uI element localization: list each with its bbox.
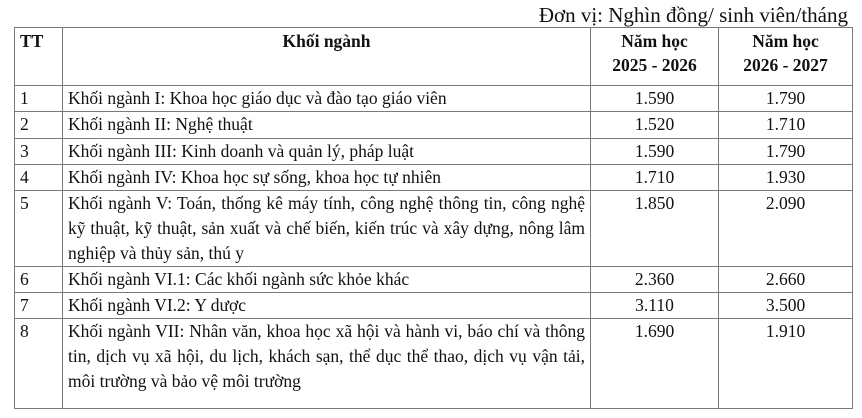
cell-fee-2025-2026: 1.590 xyxy=(591,139,719,165)
header-year2-line2: 2026 - 2027 xyxy=(743,55,828,75)
header-year-2026-2027 xyxy=(719,28,853,86)
cell-fee-2025-2026: 1.520 xyxy=(591,112,719,139)
header-year1-line2: 2025 - 2026 xyxy=(612,55,697,75)
cell-name: Khối ngành I: Khoa học giáo dục và đào tạo giáo viên xyxy=(63,86,591,112)
table-row xyxy=(15,293,853,319)
header-year-2025-2026 xyxy=(591,28,719,86)
table-row xyxy=(15,165,853,191)
cell-fee-2025-2026: 3.110 xyxy=(591,293,719,319)
cell-name: Khối ngành VI.2: Y dược xyxy=(63,293,591,319)
cell-fee-2026-2027: 1.910 xyxy=(719,319,853,409)
cell-fee-2025-2026: 1.590 xyxy=(591,86,719,112)
cell-name: Khối ngành V: Toán, thống kê máy tính, công nghệ thông tin, công nghệ kỹ thuật, kỹ thuật, sản xuất và chế biến, kiến trúc và xây dựng, nông lâm nghiệp và thủy sản, thú y xyxy=(63,191,591,267)
header-tt: TT xyxy=(15,28,63,86)
table-header-row xyxy=(15,28,853,86)
header-year1-line1: Năm học xyxy=(621,31,688,51)
table-row xyxy=(15,191,853,267)
cell-tt: 3 xyxy=(15,139,63,165)
cell-tt: 6 xyxy=(15,267,63,293)
cell-fee-2026-2027: 2.660 xyxy=(719,267,853,293)
cell-tt: 5 xyxy=(15,191,63,267)
cell-name: Khối ngành II: Nghệ thuật xyxy=(63,112,591,139)
cell-fee-2026-2027: 3.500 xyxy=(719,293,853,319)
cell-tt: 2 xyxy=(15,112,63,139)
tuition-fee-table xyxy=(14,27,853,409)
cell-fee-2025-2026: 1.690 xyxy=(591,319,719,409)
table-row xyxy=(15,139,853,165)
unit-note: Đơn vị: Nghìn đồng/ sinh viên/tháng xyxy=(538,3,848,27)
cell-name: Khối ngành III: Kinh doanh và quản lý, pháp luật xyxy=(63,139,591,165)
cell-fee-2026-2027: 1.790 xyxy=(719,139,853,165)
cell-fee-2025-2026: 2.360 xyxy=(591,267,719,293)
header-year2-line1: Năm học xyxy=(752,31,819,51)
cell-fee-2025-2026: 1.850 xyxy=(591,191,719,267)
cell-fee-2026-2027: 2.090 xyxy=(719,191,853,267)
cell-tt: 8 xyxy=(15,319,63,409)
cell-fee-2025-2026: 1.710 xyxy=(591,165,719,191)
cell-tt: 7 xyxy=(15,293,63,319)
cropped-next-line xyxy=(0,410,862,418)
cell-name: Khối ngành VI.1: Các khối ngành sức khỏe khác xyxy=(63,267,591,293)
header-name: Khối ngành xyxy=(63,28,591,86)
cell-fee-2026-2027: 1.710 xyxy=(719,112,853,139)
cell-name: Khối ngành IV: Khoa học sự sống, khoa học tự nhiên xyxy=(63,165,591,191)
table-row xyxy=(15,267,853,293)
cell-fee-2026-2027: 1.930 xyxy=(719,165,853,191)
table-row xyxy=(15,86,853,112)
cell-tt: 1 xyxy=(15,86,63,112)
cell-name: Khối ngành VII: Nhân văn, khoa học xã hội và hành vi, báo chí và thông tin, dịch vụ xã hội, du lịch, khách sạn, thể dục thể thao, dịch vụ vận tải, môi trường và bảo vệ môi trường xyxy=(63,319,591,409)
cell-tt: 4 xyxy=(15,165,63,191)
table-row xyxy=(15,112,853,139)
cell-fee-2026-2027: 1.790 xyxy=(719,86,853,112)
table-row xyxy=(15,319,853,409)
